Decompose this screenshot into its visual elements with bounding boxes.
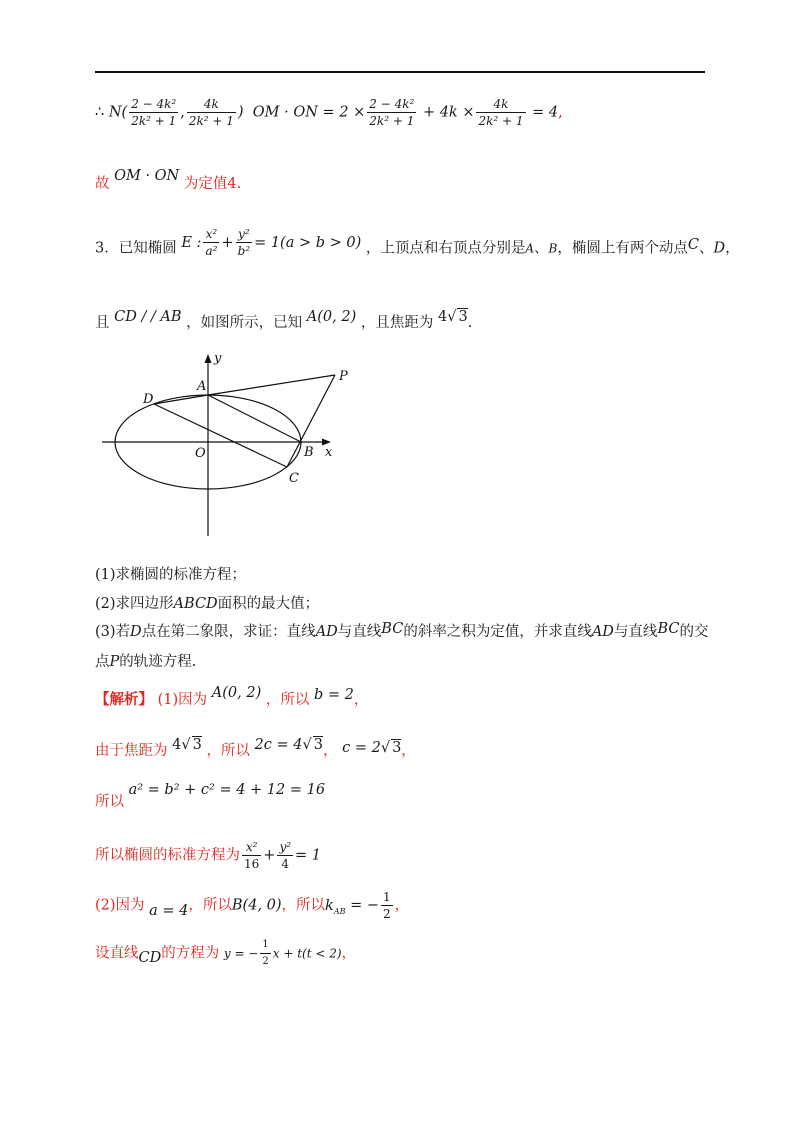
solution-line-2: 由于焦距为 4√ 3 ，所以 2c = 4√ 3， c = 2√ 3， bbox=[95, 737, 416, 759]
ellipse-figure bbox=[97, 350, 357, 540]
question-3-continued: 点P的轨迹方程. bbox=[95, 654, 197, 670]
segment-ap bbox=[208, 375, 335, 395]
label-x: x bbox=[325, 445, 333, 460]
therefore-symbol: ∴ bbox=[95, 104, 105, 121]
y-axis-arrow-icon bbox=[205, 354, 212, 363]
segment-ab bbox=[208, 395, 301, 442]
dot-product: OM · ON bbox=[252, 104, 318, 121]
question-2: (2)求四边形ABCD面积的最大值； bbox=[95, 596, 320, 612]
question-3: (3)若D点在第二象限，求证：直线AD与直线BC的斜率之积为定值，并求直线AD与直线BC的交 bbox=[95, 621, 709, 640]
segment-dc bbox=[154, 404, 287, 467]
fraction-3: $\frac{\text{2 − 4k²}}{\text{2k² + 1}}$ bbox=[369, 97, 415, 128]
fraction-4: $\frac{4k}{\text{2k² + 1}}$ bbox=[478, 97, 524, 128]
label-a: A bbox=[197, 379, 207, 394]
label-d: D bbox=[143, 392, 154, 407]
line-n-coordinates: ∴ N( $\frac{\text{2 − 4k²}}{\text{2k² + 1}}$ , $\frac{4k}{\text{2k² + 1}}$ ) OM · ON = 2 × $\frac{\text{2 − 4k²}}{\text{2k² + 1}}$ + 4k × $\frac{4k}{\text{2k² + 1}}$ = 4, bbox=[95, 97, 563, 128]
problem-3-condition: 且 CD / / AB ，如图所示，已知 A(0, 2) ，且焦距为 4√ 3. bbox=[95, 309, 473, 331]
solution-line-3: 所以 a² = b² + c² = 4 + 12 = 16 bbox=[95, 782, 326, 810]
solution-line-5: (2)因为 a = 4，所以B(4, 0)，所以$k_{AB}$ = − $\frac{1}{2}$ ， bbox=[95, 890, 410, 921]
point-n: N( bbox=[108, 104, 128, 121]
label-y: y bbox=[214, 351, 222, 366]
solution-line-4: 所以椭圆的标准方程为 $\frac{\text{x²}}{16}$ + $\frac{\text{y²}}{4}$ = 1 bbox=[95, 840, 322, 871]
fraction-1: $\frac{\text{2 − 4k²}}{\text{2k² + 1}}$ bbox=[131, 97, 177, 128]
problem-3-statement: 3．已知椭圆 E : $\frac{\text{x²}}{\text{a²}}$ + $\frac{\text{y²}}{\text{b²}}$ = 1(a > b > 0) ，上顶点和右顶点分别是A、B，椭圆上有两个动点C、D， bbox=[95, 227, 740, 258]
label-c: C bbox=[289, 471, 299, 486]
label-b: B bbox=[304, 445, 314, 460]
label-o: O bbox=[195, 446, 206, 461]
header-rule bbox=[95, 71, 705, 73]
analysis-tag: 【解析】 bbox=[95, 691, 153, 708]
question-1: (1)求椭圆的标准方程； bbox=[95, 567, 247, 583]
fraction-2: $\frac{4k}{\text{2k² + 1}}$ bbox=[188, 97, 234, 128]
solution-line-1: 【解析】 (1)因为 A(0, 2) ，所以 b = 2， bbox=[95, 685, 369, 708]
solution-line-6: 设直线CD的方程为 y = − $\frac{1}{2}$ x + t(t < 2)， bbox=[95, 939, 357, 967]
dot-product-expression: OM · ON bbox=[114, 168, 180, 184]
line-constant-value: 故 OM · ON 为定值4. bbox=[95, 168, 242, 192]
label-p: P bbox=[339, 369, 348, 384]
